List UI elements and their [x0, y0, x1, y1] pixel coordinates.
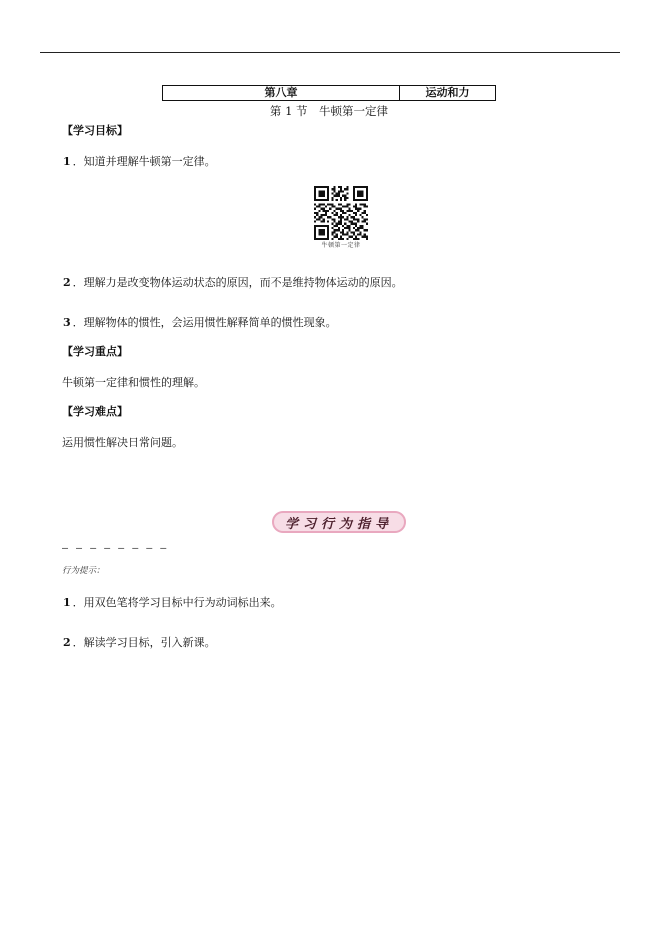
section-title: 第 1 节 牛顿第一定律	[269, 104, 389, 118]
key-points-heading: 【学习重点】	[62, 345, 128, 358]
guidance-text: ．解读学习目标，引入新课。	[72, 636, 216, 649]
objective-text: ．知道并理解牛顿第一定律。	[72, 155, 216, 168]
qr-caption: 牛顿第一定律	[321, 242, 361, 249]
dash-divider: — — — — — — — —	[62, 543, 168, 554]
objective-number: 3	[63, 316, 71, 329]
qr-code-icon	[314, 186, 368, 240]
objective-item-2	[63, 276, 403, 290]
header-rule	[40, 52, 620, 53]
qr-code-block	[314, 186, 368, 254]
chapter-header-table	[162, 85, 496, 101]
objectives-heading: 【学习目标】	[62, 124, 128, 137]
chapter-title: 运动和力	[425, 86, 470, 99]
key-points-text: 牛顿第一定律和惯性的理解。	[62, 376, 205, 389]
guidance-item-2	[63, 636, 216, 650]
guidance-number: 1	[63, 596, 71, 609]
objective-item-1	[63, 155, 216, 169]
difficulties-text: 运用惯性解决日常问题。	[62, 436, 183, 449]
guidance-text: ．用双色笔将学习目标中行为动词标出来。	[72, 596, 282, 609]
guidance-banner: 学习行为指导	[272, 511, 406, 533]
objective-text: ．理解力是改变物体运动状态的原因，而不是维持物体运动的原因。	[72, 276, 403, 289]
objective-number: 1	[63, 155, 71, 168]
objective-number: 2	[63, 276, 71, 289]
chapter-number: 第八章	[163, 86, 400, 100]
difficulties-heading: 【学习难点】	[62, 405, 128, 418]
guidance-number: 2	[63, 636, 71, 649]
guidance-item-1	[63, 596, 282, 610]
objective-item-3	[63, 316, 337, 330]
objective-text: ．理解物体的惯性，会运用惯性解释简单的惯性现象。	[72, 316, 337, 329]
hint-label: 行为提示：	[62, 566, 105, 576]
